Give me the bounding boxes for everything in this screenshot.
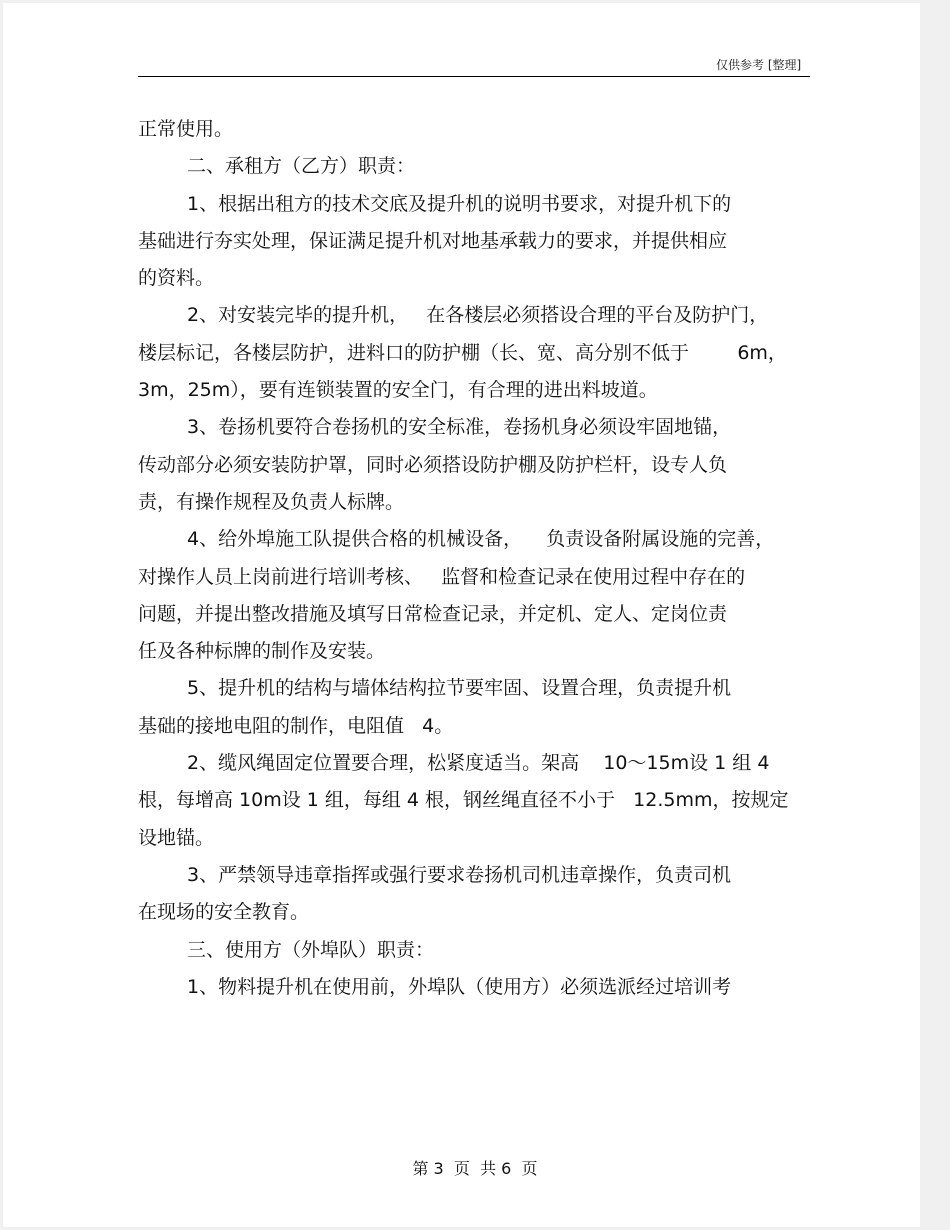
text-line: 在现场的安全教育。 [138,901,310,924]
text-line: 楼层标记，各楼层防护，进料口的防护棚（长、宽、高分别不低于 6m， [138,341,787,364]
text-line: 3、严禁领导违章指挥或强行要求卷扬机司机违章操作，负责司机 [187,863,732,886]
section-heading: 二、承租方（乙方）职责： [187,155,416,178]
text-line: 任及各种标牌的制作及安装。 [138,640,386,663]
text-line: 3m，25m），要有连锁装置的安全门，有合理的进出料坡道。 [138,379,658,402]
text-line: 问题，并提出整改措施及填写日常检查记录，并定机、定人、定岗位责 [138,602,728,625]
header-note: 仅供参考 [整理] [716,58,802,72]
text-line: 责，有操作规程及负责人标牌。 [138,490,405,513]
text-line: 对操作人员上岗前进行培训考核、 监督和检查记录在使用过程中存在的 [138,565,746,588]
text-line: 根，每增高 10m设 1 组，每组 4 根，钢丝绳直径不小于 12.5mm，按规定 [138,789,789,812]
text-line: 5、提升机的结构与墙体结构拉节要牢固、设置合理，负责提升机 [187,677,732,700]
text-line: 基础的接地电阻的制作，电阻值 4。 [138,714,454,737]
text-line: 4、给外埠施工队提供合格的机械设备， 负责设备附属设施的完善， [187,528,775,551]
page-number: 第 3 页 共 6 页 [412,1159,538,1178]
text-line: 2、缆风绳固定位置要合理，松紧度适当。架高 10～15m设 1 组 4 [187,752,770,775]
text-line: 设地锚。 [138,826,215,849]
text-line: 1、物料提升机在使用前，外埠队（使用方）必须选派经过培训考 [187,975,732,998]
text-line: 1、根据出租方的技术交底及提升机的说明书要求，对提升机下的 [187,192,732,215]
section-heading: 三、使用方（外埠队）职责： [187,938,435,961]
text-line: 正常使用。 [138,118,234,140]
text-line: 传动部分必须安装防护罩，同时必须搭设防护棚及防护栏杆，设专人负 [138,453,728,476]
text-line: 的资料。 [138,267,215,290]
text-line: 2、对安装完毕的提升机， 在各楼层必须搭设合理的平台及防护门， [187,304,769,327]
document-body [138,111,810,1006]
text-line: 基础进行夯实处理，保证满足提升机对地基承载力的要求，并提供相应 [138,229,728,252]
text-line: 3、卷扬机要符合卷扬机的安全标准，卷扬机身必须设牢固地锚， [187,416,732,439]
header-rule [138,76,810,77]
